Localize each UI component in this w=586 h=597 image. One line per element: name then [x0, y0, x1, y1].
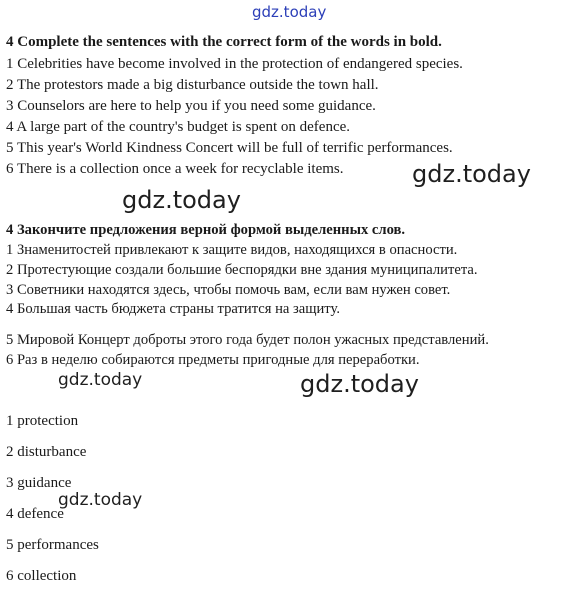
- russian-line-6: 6 Раз в неделю собираются предметы пригодные для переработки.: [6, 352, 420, 368]
- english-line-5: 5 This year's World Kindness Concert will be full of terrific performances.: [6, 140, 453, 156]
- answer-4: 4 defence: [6, 506, 64, 522]
- answer-5: 5 performances: [6, 537, 99, 553]
- watermark-left-3: gdz.today: [58, 490, 143, 510]
- russian-line-1: 1 Знаменитостей привлекают к защите видов, находящихся в опасности.: [6, 242, 458, 258]
- watermark-left-2: gdz.today: [58, 370, 143, 390]
- watermark-right-2: gdz.today: [300, 370, 419, 398]
- english-line-1: 1 Celebrities have become involved in the protection of endangered species.: [6, 56, 463, 72]
- answer-2: 2 disturbance: [6, 444, 87, 460]
- watermark-top: gdz.today: [252, 3, 327, 21]
- russian-line-2: 2 Протестующие создали большие беспорядки вне здания муниципалитета.: [6, 262, 478, 278]
- watermark-left-1: gdz.today: [122, 186, 241, 214]
- russian-line-4: 4 Большая часть бюджета страны тратится на защиту.: [6, 301, 340, 317]
- english-heading: 4 Complete the sentences with the correct form of the words in bold.: [6, 34, 442, 50]
- english-line-6: 6 There is a collection once a week for recyclable items.: [6, 161, 344, 177]
- answer-1: 1 protection: [6, 413, 79, 429]
- answer-6: 6 collection: [6, 568, 77, 584]
- russian-line-5: 5 Мировой Концерт доброты этого года будет полон ужасных представлений.: [6, 332, 489, 348]
- russian-heading: 4 Закончите предложения верной формой выделенных слов.: [6, 222, 406, 238]
- english-line-4: 4 A large part of the country's budget is spent on defence.: [6, 119, 351, 135]
- english-line-3: 3 Counselors are here to help you if you need some guidance.: [6, 98, 376, 114]
- watermark-right-1: gdz.today: [412, 160, 531, 188]
- answer-3: 3 guidance: [6, 475, 72, 491]
- english-line-2: 2 The protestors made a big disturbance outside the town hall.: [6, 77, 379, 93]
- russian-line-3: 3 Советники находятся здесь, чтобы помочь вам, если вам нужен совет.: [6, 282, 451, 298]
